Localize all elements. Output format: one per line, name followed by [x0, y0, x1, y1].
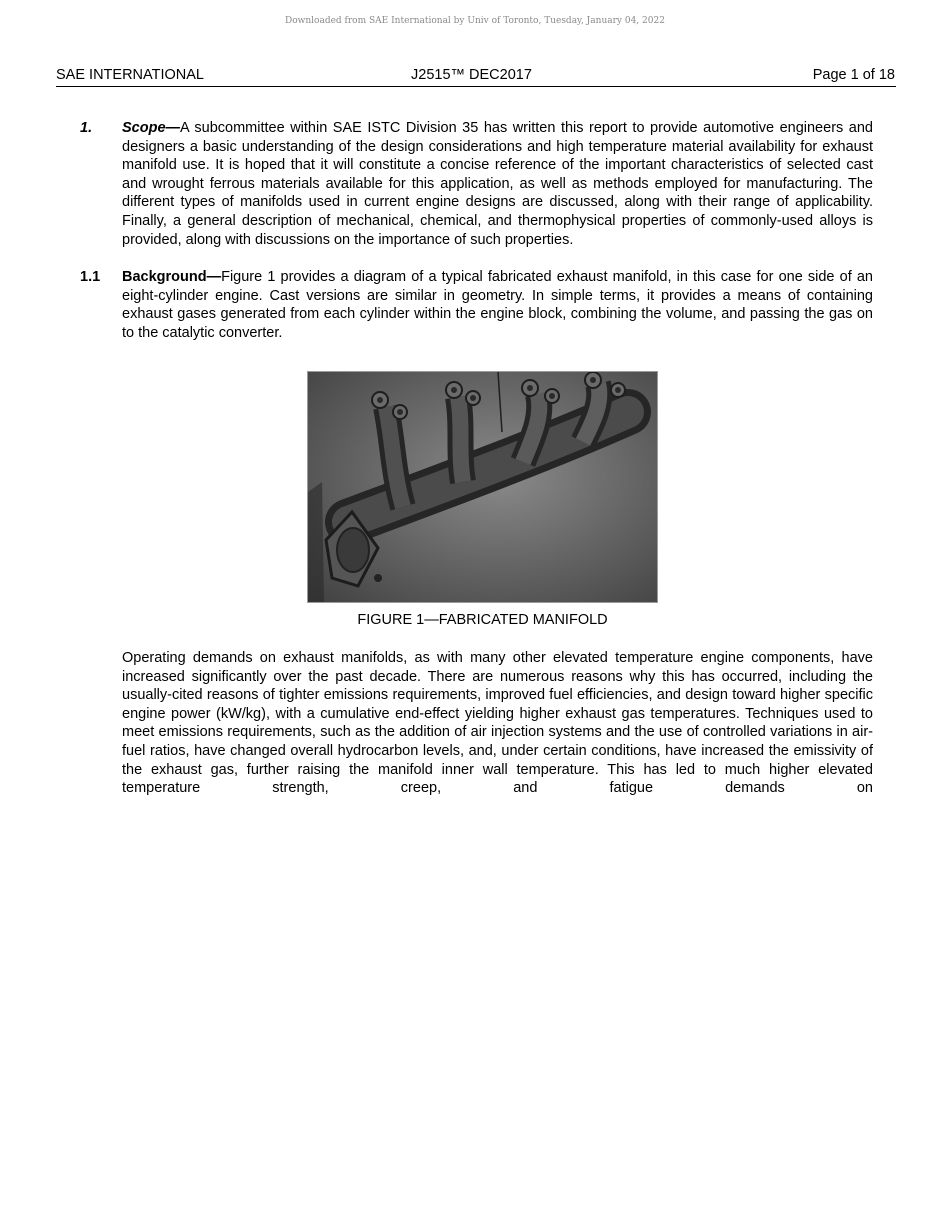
section-number: 1.1 [80, 269, 101, 285]
section-heading: Background— [122, 269, 222, 285]
section-scope [80, 119, 873, 249]
header-page-number: Page 1 of 18 [812, 67, 895, 83]
header-organization: SAE INTERNATIONAL [56, 67, 204, 83]
section-body [122, 119, 873, 249]
section-number: 1. [80, 120, 93, 136]
manifold-photo [307, 371, 658, 603]
manifold-illustration [308, 372, 657, 602]
section-body [122, 268, 873, 342]
body-paragraph: Operating demands on exhaust manifolds, as with many other elevated temperature engine components, have increased significantly over the past decade. There are numerous reasons why this has occurred, including the usually-cited reasons of tighter emissions requirements, improved fuel efficiencies, and design toward higher specific engine power (kW/kg), with a cumulative end-effect yielding higher exhaust gas temperatures. Techniques used to meet emissions requirements, such as the addition of air injection systems and the use of controlled variations in air-fuel ratios, have changed overall hydrocarbon levels, and, under certain conditions, have increased the emissivity of the exhaust gas, further raising the manifold inner wall temperature. This has led to much higher elevated temperature strength, creep, and fatigue demands on [122, 650, 873, 797]
download-watermark: Downloaded from SAE International by Univ of Toronto, Tuesday, January 04, 2022 [285, 16, 665, 26]
section-text: Figure 1 provides a diagram of a typical fabricated exhaust manifold, in this case for one side of an eight-cylinder engine. Cast versions are similar in geometry. In simple terms, it provides a means of containing exhaust gases generated from each cylinder within the engine block, combining the volume, and passing the gas on to the catalytic converter. [122, 269, 873, 341]
header-document-id: J2515™ DEC2017 [411, 67, 532, 83]
section-text: A subcommittee within SAE ISTC Division 35 has written this report to provide automotive engineers and designers a basic understanding of the design considerations and high temperature material availability for exhaust manifold use. It is hoped that it will constitute a concise reference of the important characteristics of selected cast and wrought ferrous materials available for this application, as well as methods employed for manufacturing. The different types of manifolds used in current engine designs are discussed, along with their range of applicability. Finally, a general description of mechanical, chemical, and thermophysical properties of commonly-used alloys is provided, along with discussions on the importance of such properties. [122, 120, 873, 248]
figure-caption: FIGURE 1—FABRICATED MANIFOLD [357, 612, 608, 628]
page-header [56, 66, 896, 87]
section-heading: Scope— [122, 120, 181, 136]
section-background [80, 268, 873, 342]
